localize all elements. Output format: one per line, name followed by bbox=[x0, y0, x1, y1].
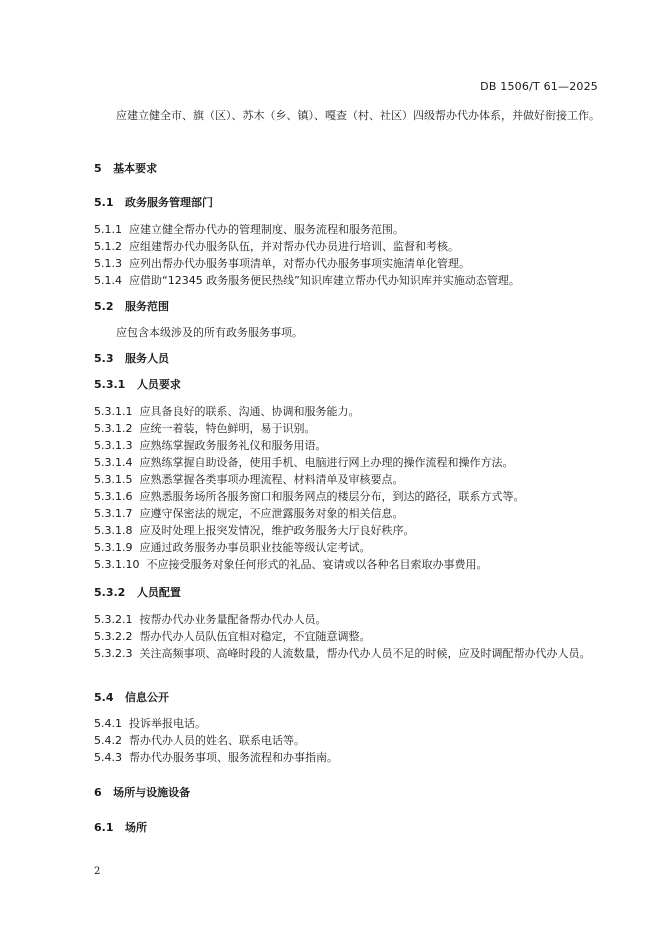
section-title: 人员配置 bbox=[136, 586, 181, 599]
item-number: 5.3.1.2 bbox=[94, 422, 133, 435]
item-text: 应熟悉服务场所各服务窗口和服务网点的楼层分布，到达的路径，联系方式等。 bbox=[139, 490, 525, 503]
section-number: 5 bbox=[94, 162, 102, 175]
list-item bbox=[94, 403, 604, 420]
section-title: 场所 bbox=[125, 821, 147, 834]
item-text: 应具备良好的联系、沟通、协调和服务能力。 bbox=[139, 405, 360, 418]
section-5-2-text: 应包含本级涉及的所有政务服务事项。 bbox=[116, 326, 303, 339]
section-5-2-heading bbox=[94, 298, 604, 315]
item-text: 帮办代办服务事项、服务流程和办事指南。 bbox=[129, 751, 338, 764]
list-item bbox=[94, 732, 604, 749]
section-5-3-2-heading bbox=[94, 584, 604, 601]
list-item bbox=[94, 611, 604, 628]
item-number: 5.3.1.5 bbox=[94, 473, 133, 486]
section-title: 场所与设施设备 bbox=[113, 786, 191, 799]
list-item bbox=[94, 221, 604, 238]
item-text: 应组建帮办代办服务队伍，并对帮办代办员进行培训、监督和考核。 bbox=[129, 240, 459, 253]
list-item bbox=[94, 488, 604, 505]
item-number: 5.3.2.3 bbox=[94, 647, 133, 660]
section-number: 5.3.1 bbox=[94, 378, 126, 391]
section-title: 服务人员 bbox=[125, 352, 169, 365]
item-number: 5.1.3 bbox=[94, 257, 122, 270]
section-title: 基本要求 bbox=[113, 162, 158, 175]
item-text: 帮办代办人员队伍宜相对稳定，不宜随意调整。 bbox=[139, 630, 371, 643]
item-text: 应借助“12345 政务服务便民热线”知识库建立帮办代办知识库并实施动态管理。 bbox=[129, 274, 520, 287]
item-number: 5.3.1.10 bbox=[94, 558, 140, 571]
item-text: 应列出帮办代办服务事项清单，对帮办代办服务事项实施清单化管理。 bbox=[129, 257, 470, 270]
intro-paragraph: 应建立健全市、旗（区）、苏木（乡、镇）、嘎查（村、社区）四级帮办代办体系，并做好衔接工作。 bbox=[116, 109, 600, 122]
section-5-4-heading bbox=[94, 689, 604, 706]
list-item bbox=[94, 645, 604, 662]
section-number: 6.1 bbox=[94, 821, 114, 834]
section-number: 6 bbox=[94, 786, 102, 799]
list-item bbox=[94, 505, 604, 522]
list-item bbox=[94, 749, 604, 766]
list-item bbox=[94, 471, 604, 488]
list-item bbox=[94, 238, 604, 255]
section-5-3-heading bbox=[94, 350, 604, 367]
item-text: 不应接受服务对象任何形式的礼品、宴请或以各种名目索取办事费用。 bbox=[146, 558, 488, 571]
list-item bbox=[94, 628, 604, 645]
item-text: 帮办代办人员的姓名、联系电话等。 bbox=[129, 734, 305, 747]
document-id: DB 1506/T 61—2025 bbox=[480, 80, 598, 93]
item-number: 5.1.4 bbox=[94, 274, 122, 287]
item-text: 应统一着装，特色鲜明，易于识别。 bbox=[139, 422, 316, 435]
list-item bbox=[94, 437, 604, 454]
list-item bbox=[94, 272, 604, 289]
section-5-3-1-list bbox=[94, 403, 604, 573]
list-item bbox=[94, 255, 604, 272]
item-number: 5.3.2.2 bbox=[94, 630, 133, 643]
list-item bbox=[94, 454, 604, 471]
item-text: 应及时处理上报突发情况，维护政务服务大厅良好秩序。 bbox=[139, 524, 415, 537]
section-number: 5.4 bbox=[94, 691, 114, 704]
section-5-1-list bbox=[94, 221, 604, 289]
section-6-1-heading bbox=[94, 819, 604, 836]
section-number: 5.3.2 bbox=[94, 586, 126, 599]
section-number: 5.1 bbox=[94, 196, 114, 209]
item-number: 5.3.1.1 bbox=[94, 405, 133, 418]
item-number: 5.4.3 bbox=[94, 751, 122, 764]
item-number: 5.3.1.6 bbox=[94, 490, 133, 503]
section-5-4-list bbox=[94, 715, 604, 766]
list-item bbox=[94, 539, 604, 556]
section-title: 服务范围 bbox=[125, 300, 169, 313]
section-5-3-1-heading bbox=[94, 376, 604, 393]
list-item bbox=[94, 420, 604, 437]
section-title: 信息公开 bbox=[125, 691, 169, 704]
section-number: 5.2 bbox=[94, 300, 114, 313]
item-number: 5.3.1.9 bbox=[94, 541, 133, 554]
section-5-3-2-list bbox=[94, 611, 604, 662]
item-number: 5.1.1 bbox=[94, 223, 122, 236]
list-item bbox=[94, 556, 604, 573]
item-text: 关注高频事项、高峰时段的人流数量，帮办代办人员不足的时候，应及时调配帮办代办人员。 bbox=[139, 647, 591, 660]
item-number: 5.4.1 bbox=[94, 717, 122, 730]
item-text: 应熟练掌握自助设备，使用手机、电脑进行网上办理的操作流程和操作方法。 bbox=[139, 456, 514, 469]
item-text: 应遵守保密法的规定，不应泄露服务对象的相关信息。 bbox=[139, 507, 404, 520]
item-text: 应通过政务服务办事员职业技能等级认定考试。 bbox=[139, 541, 371, 554]
item-number: 5.3.1.3 bbox=[94, 439, 133, 452]
section-title: 政务服务管理部门 bbox=[125, 196, 213, 209]
list-item bbox=[94, 715, 604, 732]
item-number: 5.3.1.4 bbox=[94, 456, 133, 469]
item-text: 按帮办代办业务量配备帮办代办人员。 bbox=[139, 613, 327, 626]
section-5-heading bbox=[94, 160, 604, 177]
section-title: 人员要求 bbox=[136, 378, 181, 391]
item-text: 投诉举报电话。 bbox=[129, 717, 206, 730]
item-number: 5.1.2 bbox=[94, 240, 122, 253]
item-text: 应熟练掌握政务服务礼仪和服务用语。 bbox=[139, 439, 327, 452]
section-number: 5.3 bbox=[94, 352, 114, 365]
item-number: 5.4.2 bbox=[94, 734, 122, 747]
item-text: 应建立健全帮办代办的管理制度、服务流程和服务范围。 bbox=[129, 223, 404, 236]
item-number: 5.3.1.7 bbox=[94, 507, 133, 520]
section-6-heading bbox=[94, 784, 604, 801]
item-number: 5.3.2.1 bbox=[94, 613, 133, 626]
item-number: 5.3.1.8 bbox=[94, 524, 133, 537]
page-number: 2 bbox=[94, 866, 101, 877]
item-text: 应熟悉掌握各类事项办理流程、材料清单及审核要点。 bbox=[139, 473, 404, 486]
section-5-1-heading bbox=[94, 194, 604, 211]
list-item bbox=[94, 522, 604, 539]
